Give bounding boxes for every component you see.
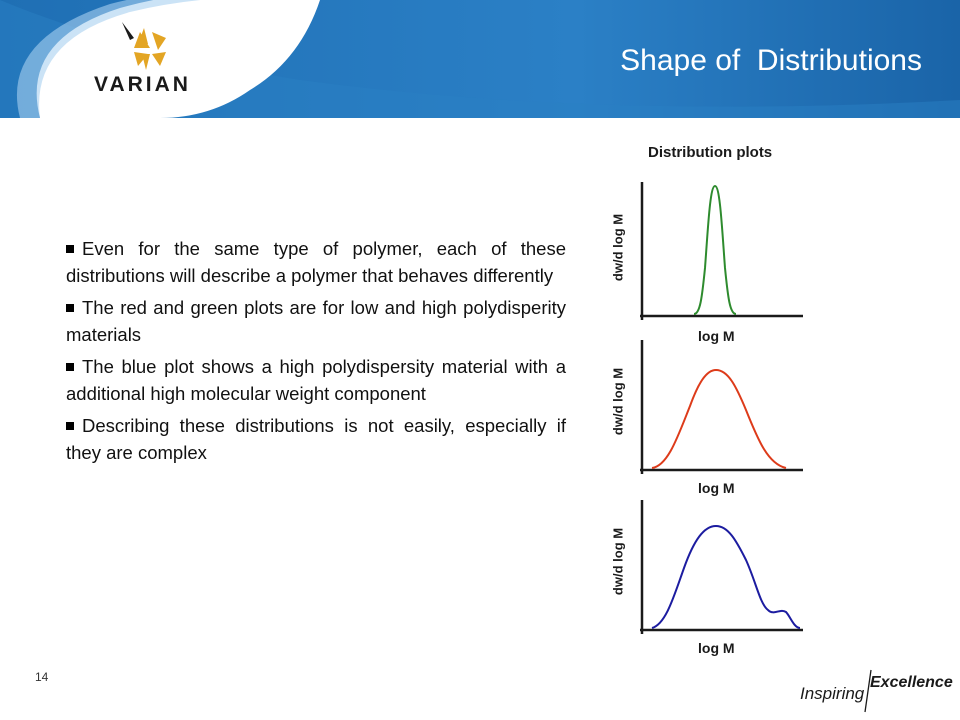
- bullet-item: The blue plot shows a high polydispersity material with a additional high molecular weight component: [66, 356, 566, 404]
- brand-inspiring: Inspiring: [800, 684, 865, 703]
- bullet-item: Even for the same type of polymer, each of these distributions will describe a polymer that behaves differently: [66, 238, 566, 286]
- footer-brand: [800, 668, 953, 714]
- distribution-figure: [600, 138, 830, 668]
- plot-xlabel: log M: [698, 328, 735, 344]
- bullet-square-icon: [66, 245, 74, 253]
- distribution-curve-red: [652, 370, 786, 468]
- bullet-square-icon: [66, 363, 74, 371]
- plot-ylabel: dw/d log M: [610, 527, 626, 596]
- plot-xlabel: log M: [698, 480, 735, 496]
- bullet-list: [66, 236, 566, 472]
- page-number: 14: [35, 670, 49, 684]
- bullet-square-icon: [66, 422, 74, 430]
- bullet-item: The red and green plots are for low and high polydisperity materials: [66, 297, 566, 345]
- plot-narrow: [638, 178, 808, 323]
- slide-title: Shape of Distributions: [620, 44, 922, 77]
- figure-title: Distribution plots: [648, 144, 773, 161]
- distribution-curve-green: [694, 186, 736, 314]
- plot-shoulder: [638, 496, 808, 636]
- distribution-curve-blue: [652, 526, 800, 628]
- logo-wordmark: VARIAN: [94, 73, 191, 96]
- plot-ylabel: dw/d log M: [610, 367, 626, 436]
- bullet-item: Describing these distributions is not easily, especially if they are complex: [66, 415, 566, 463]
- plot-broad: [638, 336, 808, 476]
- bullet-square-icon: [66, 304, 74, 312]
- plot-ylabel: dw/d log M: [610, 213, 626, 282]
- plot-xlabel: log M: [698, 640, 735, 656]
- brand-excellence: Excellence: [870, 674, 953, 691]
